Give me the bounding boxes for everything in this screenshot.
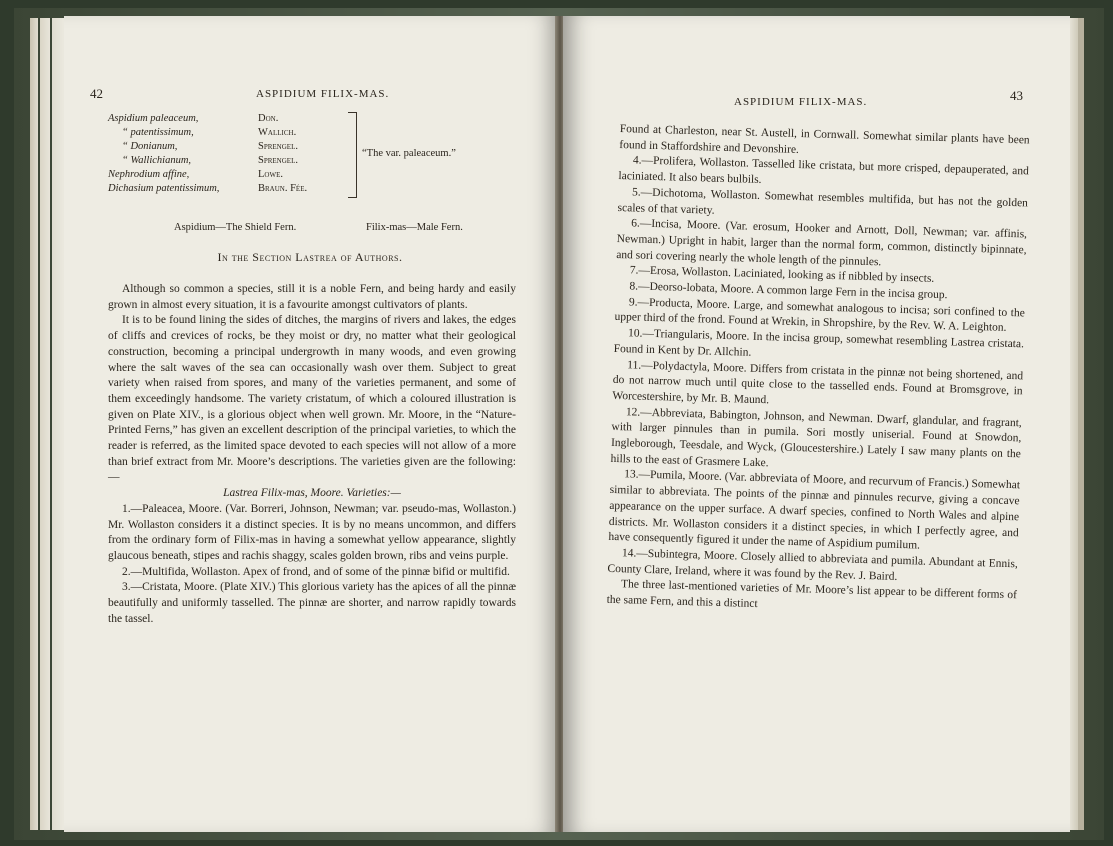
page-edge-left: [52, 18, 64, 830]
varieties-heading: Lastrea Filix-mas, Moore. Varieties:—: [223, 487, 401, 500]
synonym-note: “The var. paleaceum.”: [362, 148, 456, 159]
right-running-head: ASPIDIUM FILIX-MAS.: [734, 96, 868, 108]
right-page-body: [606, 122, 1029, 620]
page-edge-right: [1070, 18, 1078, 830]
paragraph: 4.—Prolifera, Wollaston. Tasselled like cristata, but more crisped, depauperated, and laciniated. It also bears bulbils.: [618, 154, 1029, 187]
paragraph: 9.—Producta, Moore. Large, and somewhat analogous to incisa; sori confined to the upper third of the frond. Found at Wrekin, in Shropshire, by the Rev. W. A. Leighton.: [614, 296, 1025, 335]
synonym-authors: [258, 112, 307, 196]
synonym-author: Lowe.: [258, 169, 283, 180]
paragraph: 7.—Erosa, Wollaston. Laciniated, looking as if nibbled by insects.: [629, 264, 935, 286]
paragraph: Although so common a species, still it is a noble Fern, and being hardy and easily grown in almost every situation, it is a favourite amongst cultivators of plants.: [108, 283, 516, 311]
synonym-name: Aspidium paleaceum,: [108, 113, 199, 124]
paragraph: 12.—Abbreviata, Babington, Johnson, and Newman. Dwarf, glandular, and fragrant, with larger pinnules than in pumila. Sori mostly uniserial. Found at Snowdon, Ingleborough, Teesdale, and Wyck, (Gloucestershire.) Lately I saw many plants on the hills to the east of Grasmere Lake.: [610, 405, 1022, 470]
paragraph: Found at Charleston, near St. Austell, in Cornwall. Somewhat similar plants have been found in Staffordshire and Devonshire.: [619, 122, 1030, 156]
fern-name-shield: Aspidium—The Shield Fern.: [174, 222, 297, 233]
page-edge-left: [30, 18, 38, 830]
page-edge-left: [40, 18, 50, 830]
synonym-author: Sprengel.: [258, 141, 298, 152]
fern-name-male: Filix-mas—Male Fern.: [366, 222, 463, 233]
synonym-name: “ Donianum,: [122, 141, 178, 152]
left-page-number: 42: [90, 86, 103, 101]
synonym-author: Sprengel.: [258, 155, 298, 166]
paragraph: 8.—Deorso-lobata, Moore. A common large Fern in the incisa group.: [629, 280, 948, 302]
synonym-name: Nephrodium affine,: [108, 169, 190, 180]
left-running-head: ASPIDIUM FILIX-MAS.: [256, 88, 390, 100]
right-page-number: 43: [1010, 88, 1023, 103]
synonym-author: Wallich.: [258, 127, 297, 138]
synonym-name: “ patentissimum,: [122, 127, 194, 138]
paragraph: 14.—Subintegra, Moore. Closely allied to abbreviata and pumila. Abundant at Ennis, County Clare, Ireland, where it was found by the Rev. J. Baird.: [607, 547, 1018, 583]
synonym-brace: [348, 112, 357, 198]
synonym-author: Braun. Fée.: [258, 183, 308, 194]
paragraph: 11.—Polydactyla, Moore. Differs from cristata in the pinnæ not being shortened, and do not narrow much until quite close to the tasselled ends. Found at Bromsgrove, in Worcestershire, by Mr. B. Maund.: [612, 358, 1024, 407]
synonym-names: [108, 112, 219, 196]
left-page-body: [108, 282, 516, 627]
paragraph: 3.—Cristata, Moore. (Plate XIV.) This glorious variety has the apices of all the pinnæ beautifully and uniformly tasselled. The pinnæ are shorter, and narrow rapidly towards the tassel.: [108, 581, 516, 625]
page-edge-right: [1078, 18, 1084, 830]
paragraph: 10.—Triangularis, Moore. In the incisa group, somewhat resembling Lastrea cristata. Found in Kent by Dr. Allchin.: [613, 327, 1025, 359]
paragraph: The three last-mentioned varieties of Mr. Moore’s list appear to be different forms of the same Fern, and this a distinct: [606, 578, 1018, 611]
paragraph: It is to be found lining the sides of ditches, the margins of rivers and lakes, the edges of cliffs and crevices of rocks, be they moist or dry, no matter what their geological construction, becoming a principal undergrowth in many woods, and even growing where the salt waves of the sea can occasionally wash over them. Subject to great variety when raised from spores, and many of the varieties permanent, and some of them exceedingly handsome. The variety cristatum, of which a coloured illustration is given on Plate XIV., is a glorious object when well grown. Mr. Moore, in the “Nature-Printed Ferns,” has given an excellent description of the principal varieties, to which the reader is referred, as the limited space devoted to each species will not allow of a more than brief extract from Mr. Moore’s descriptions. The varieties given are the following:—: [108, 314, 516, 484]
paragraph: 13.—Pumila, Moore. (Var. abbreviata of Moore, and recurvum of Francis.) Somewhat similar to abbreviata. The points of the pinnæ and pinnules recurve, giving a concave appearance on the upper surface. A dwarf species, confined to North Wales and alpine districts. Mr. Wollaston considers it a distinct species, in which I perfectly agree, and have consequently figured it under the name of Aspidium pumilum.: [608, 468, 1021, 552]
paragraph: 5.—Dichotoma, Wollaston. Somewhat resembles multifida, but has not the golden scales of that variety.: [617, 186, 1029, 217]
synonym-author: Don.: [258, 113, 279, 124]
synonym-name: “ Wallichianum,: [122, 155, 192, 166]
synonym-name: Dichasium patentissimum,: [108, 183, 220, 194]
paragraph: 2.—Multifida, Wollaston. Apex of frond, and of some of the pinnæ bifid or multifid.: [122, 565, 510, 578]
paragraph: 1.—Paleacea, Moore. (Var. Borreri, Johnson, Newman; var. pseudo-mas, Wollaston.) Mr. Wollaston considers it a distinct species. It is by no means uncommon, and differs from the ordinary form of Filix-mas in having a somewhat yellow appearance, slightly glaucous beneath, stipes and rachis shaggy, scales golden brown, ribs and veins purple.: [108, 502, 516, 562]
paragraph: 6.—Incisa, Moore. (Var. erosum, Hooker and Arnott, Doll, Newman; var. affinis, Newman.) Upright in habit, larger than the normal form, common, distinctly bipinnate, and sori covering nearly the whole length of the pinnules.: [616, 217, 1028, 268]
section-title: In the Section Lastrea of Authors.: [217, 250, 403, 264]
